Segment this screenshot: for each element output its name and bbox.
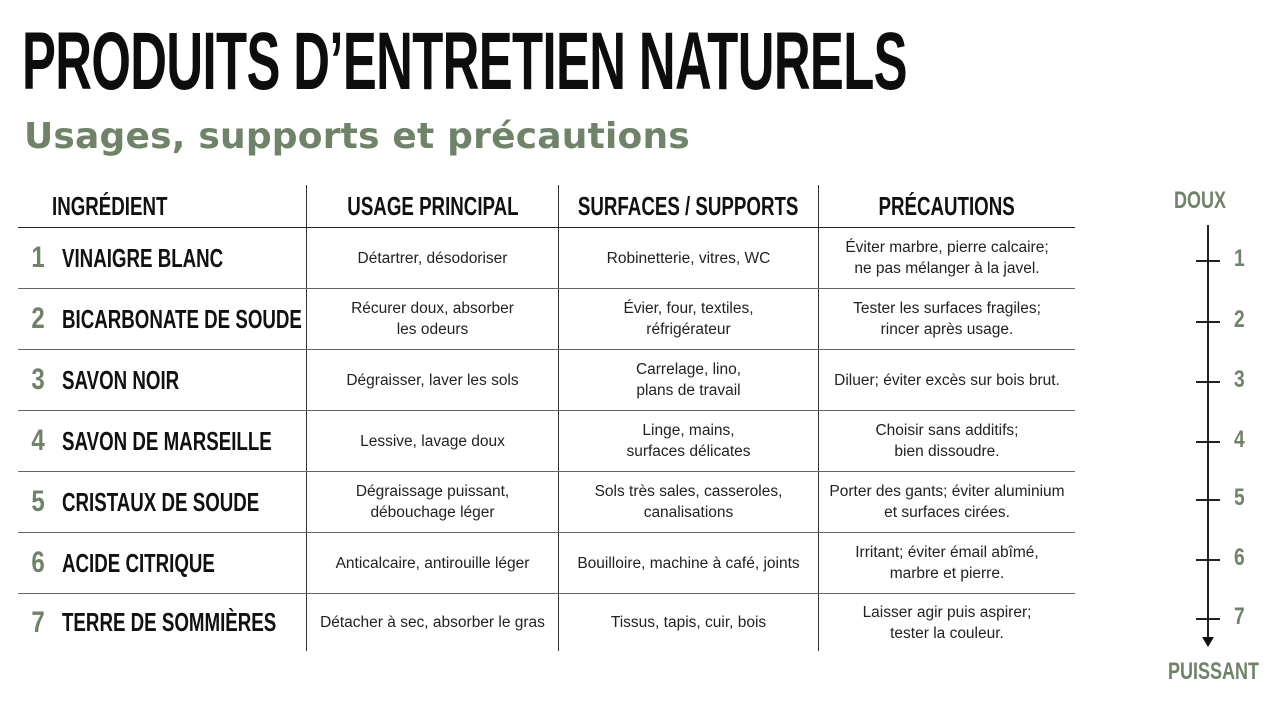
table-row — [18, 594, 1075, 651]
ingredient-name: ACIDE CITRIQUE — [62, 547, 215, 578]
ingredient-name: TERRE DE SOMMIÈRES — [62, 607, 277, 637]
surfaces-cell: Bouilloire, machine à café, joints — [558, 533, 818, 593]
ingredient-name: BICARBONATE DE SOUDE — [62, 303, 302, 334]
scale-tick-label: 6 — [1234, 544, 1245, 571]
usage-cell: Anticalcaire, antirouille léger — [306, 533, 558, 593]
precautions-cell: Éviter marbre, pierre calcaire; ne pas mélanger à la javel. — [818, 228, 1075, 288]
ingredient-cell — [18, 472, 306, 532]
usage-cell: Lessive, lavage doux — [306, 411, 558, 471]
scale-top-label: DOUX — [1174, 187, 1227, 214]
usage-cell: Récurer doux, absorber les odeurs — [306, 289, 558, 349]
row-number: 7 — [31, 605, 45, 639]
surfaces-cell: Carrelage, lino, plans de travail — [558, 350, 818, 410]
scale-axis — [1207, 225, 1209, 638]
scale-tick — [1196, 441, 1220, 443]
ingredient-name: SAVON DE MARSEILLE — [62, 425, 272, 456]
precautions-cell: Choisir sans additifs; bien dissoudre. — [818, 411, 1075, 471]
header-surfaces: SURFACES / SUPPORTS — [558, 185, 818, 227]
table-header-row — [18, 185, 1075, 228]
table-row — [18, 472, 1075, 533]
arrow-down-icon — [1202, 637, 1214, 647]
surfaces-cell: Tissus, tapis, cuir, bois — [558, 594, 818, 651]
ingredient-name: CRISTAUX DE SOUDE — [62, 486, 260, 517]
ingredient-cell — [18, 533, 306, 593]
scale-tick — [1196, 499, 1220, 501]
scale-tick — [1196, 260, 1220, 262]
page-title: PRODUITS D’ENTRETIEN NATURELS — [22, 16, 907, 107]
row-number: 2 — [31, 302, 45, 335]
ingredient-cell — [18, 228, 306, 288]
row-number: 6 — [31, 546, 45, 579]
usage-cell: Dégraisser, laver les sols — [306, 350, 558, 410]
scale-tick-label: 5 — [1234, 484, 1245, 511]
strength-scale — [1160, 185, 1270, 695]
ingredient-name: SAVON NOIR — [62, 364, 180, 395]
ingredient-name: VINAIGRE BLANC — [62, 242, 224, 273]
ingredient-cell — [18, 411, 306, 471]
usage-cell: Détartrer, désodoriser — [306, 228, 558, 288]
precautions-cell: Irritant; éviter émail abîmé, marbre et pierre. — [818, 533, 1075, 593]
scale-tick — [1196, 618, 1220, 620]
ingredient-cell — [18, 289, 306, 349]
table-row — [18, 289, 1075, 350]
header-usage: USAGE PRINCIPAL — [306, 185, 558, 227]
precautions-cell: Porter des gants; éviter aluminium et surfaces cirées. — [818, 472, 1075, 532]
surfaces-cell: Sols très sales, casseroles, canalisations — [558, 472, 818, 532]
scale-tick-label: 4 — [1234, 426, 1245, 453]
scale-tick — [1196, 381, 1220, 383]
row-number: 4 — [31, 424, 45, 457]
surfaces-cell: Évier, four, textiles, réfrigérateur — [558, 289, 818, 349]
surfaces-cell: Robinetterie, vitres, WC — [558, 228, 818, 288]
header-ingredient: INGRÉDIENT — [52, 190, 168, 221]
precautions-cell: Laisser agir puis aspirer; tester la couleur. — [818, 594, 1075, 651]
scale-tick-label: 1 — [1234, 245, 1245, 272]
table-row — [18, 350, 1075, 411]
scale-tick-label: 7 — [1234, 603, 1245, 630]
usage-cell: Détacher à sec, absorber le gras — [306, 594, 558, 651]
products-table — [18, 185, 1075, 651]
header-precautions: PRÉCAUTIONS — [818, 185, 1075, 227]
usage-cell: Dégraissage puissant, débouchage léger — [306, 472, 558, 532]
table-row — [18, 533, 1075, 594]
ingredient-cell — [18, 350, 306, 410]
scale-tick — [1196, 559, 1220, 561]
row-number: 5 — [31, 485, 45, 518]
scale-bottom-label: PUISSANT — [1168, 658, 1260, 685]
precautions-cell: Diluer; éviter excès sur bois brut. — [818, 350, 1075, 410]
table-row — [18, 228, 1075, 289]
scale-tick-label: 2 — [1234, 306, 1245, 333]
precautions-cell: Tester les surfaces fragiles; rincer après usage. — [818, 289, 1075, 349]
page-subtitle: Usages, supports et précautions — [24, 116, 690, 157]
scale-tick-label: 3 — [1234, 366, 1245, 393]
row-number: 3 — [31, 363, 45, 396]
ingredient-cell — [18, 594, 306, 651]
row-number: 1 — [31, 241, 45, 274]
table-row — [18, 411, 1075, 472]
scale-tick — [1196, 321, 1220, 323]
surfaces-cell: Linge, mains, surfaces délicates — [558, 411, 818, 471]
